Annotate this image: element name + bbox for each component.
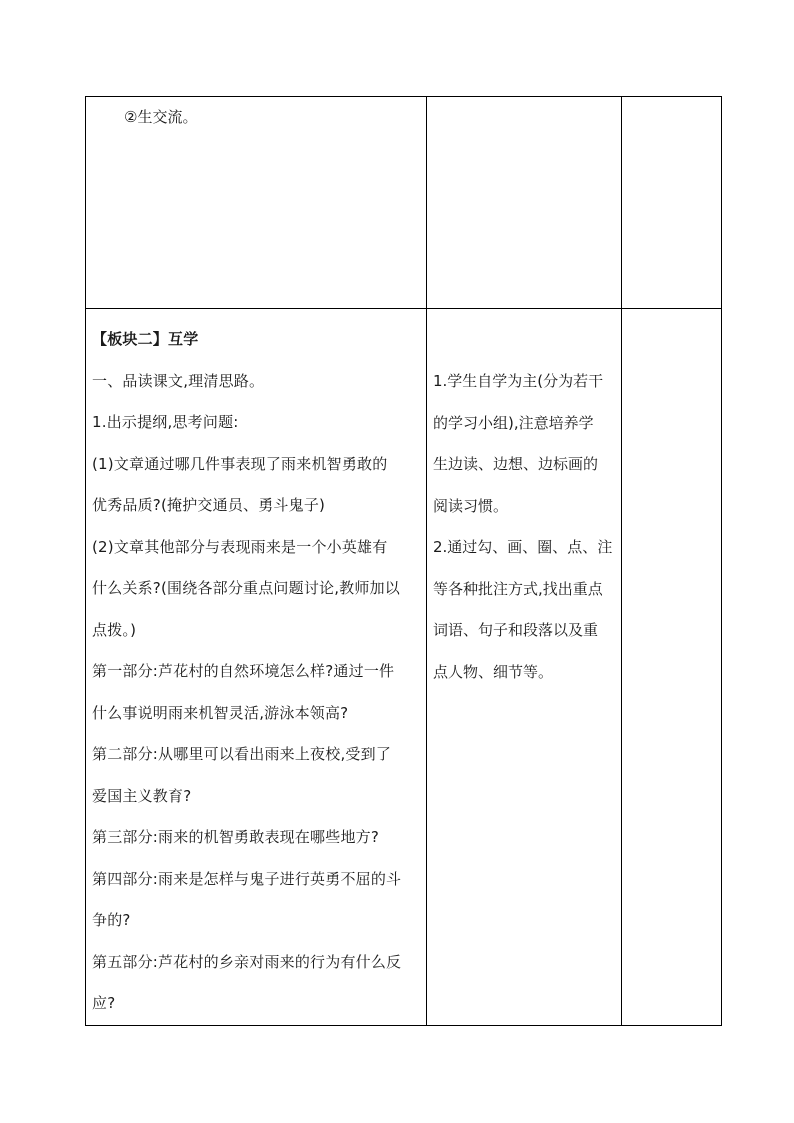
text-line: (2)文章其他部分与表现雨来是一个小英雄有: [92, 537, 388, 556]
text-line: 第四部分:雨来是怎样与鬼子进行英勇不屈的斗: [92, 869, 402, 888]
text-line: 第二部分:从哪里可以看出雨来上夜校,受到了: [92, 745, 392, 763]
text-line: 的学习小组),注意培养学: [433, 413, 594, 432]
text-line: (1)文章通过哪几件事表现了雨来机智勇敢的: [92, 454, 388, 473]
text-line: 什么事说明雨来机智灵活,游泳本领高?: [92, 703, 349, 722]
text-line: 词语、句子和段落以及重: [433, 621, 599, 639]
teaching-process-cell: [86, 97, 427, 309]
section-heading: 【板块二】互学: [92, 330, 199, 348]
text-line: 应?: [92, 994, 116, 1012]
text-line: 爱国主义教育?: [92, 786, 192, 805]
text-line: 一、品读课文,理清思路。: [92, 371, 265, 390]
text-line: 点拨。): [92, 620, 137, 639]
text-line: 等各种批注方式,找出重点: [433, 579, 603, 598]
design-intent-cell: [427, 309, 622, 1026]
text-line: 什么关系?(围绕各部分重点问题讨论,教师加以: [92, 579, 400, 597]
text-line: 争的?: [92, 911, 131, 929]
text-line: 阅读习惯。: [433, 496, 509, 515]
table-row: [86, 97, 722, 309]
text-line: 点人物、细节等。: [433, 662, 554, 681]
design-intent-cell: [427, 97, 622, 309]
notes-cell: [622, 97, 722, 309]
text-line: 1.出示提纲,思考问题:: [92, 413, 239, 431]
design-intent-text: [427, 309, 621, 693]
text-line: 第五部分:芦花村的乡亲对雨来的行为有什么反: [92, 952, 402, 971]
text-line: 2.通过勾、画、圈、点、注: [433, 538, 613, 556]
table-row: [86, 309, 722, 1026]
text-line: 优秀品质?(掩护交通员、勇斗鬼子): [92, 496, 326, 514]
text-line: 1.学生自学为主(分为若干: [433, 372, 604, 390]
student-exchange-text: ②生交流。: [124, 108, 198, 126]
text-line: 第三部分:雨来的机智勇敢表现在哪些地方?: [92, 828, 380, 846]
notes-cell: [622, 309, 722, 1026]
text-line: 生边读、边想、边标画的: [433, 455, 599, 473]
lesson-plan-table: [85, 96, 722, 1026]
teaching-process-cell: [86, 309, 427, 1026]
mutual-learning-section: [86, 309, 426, 1025]
text-line: 第一部分:芦花村的自然环境怎么样?通过一件: [92, 662, 395, 680]
